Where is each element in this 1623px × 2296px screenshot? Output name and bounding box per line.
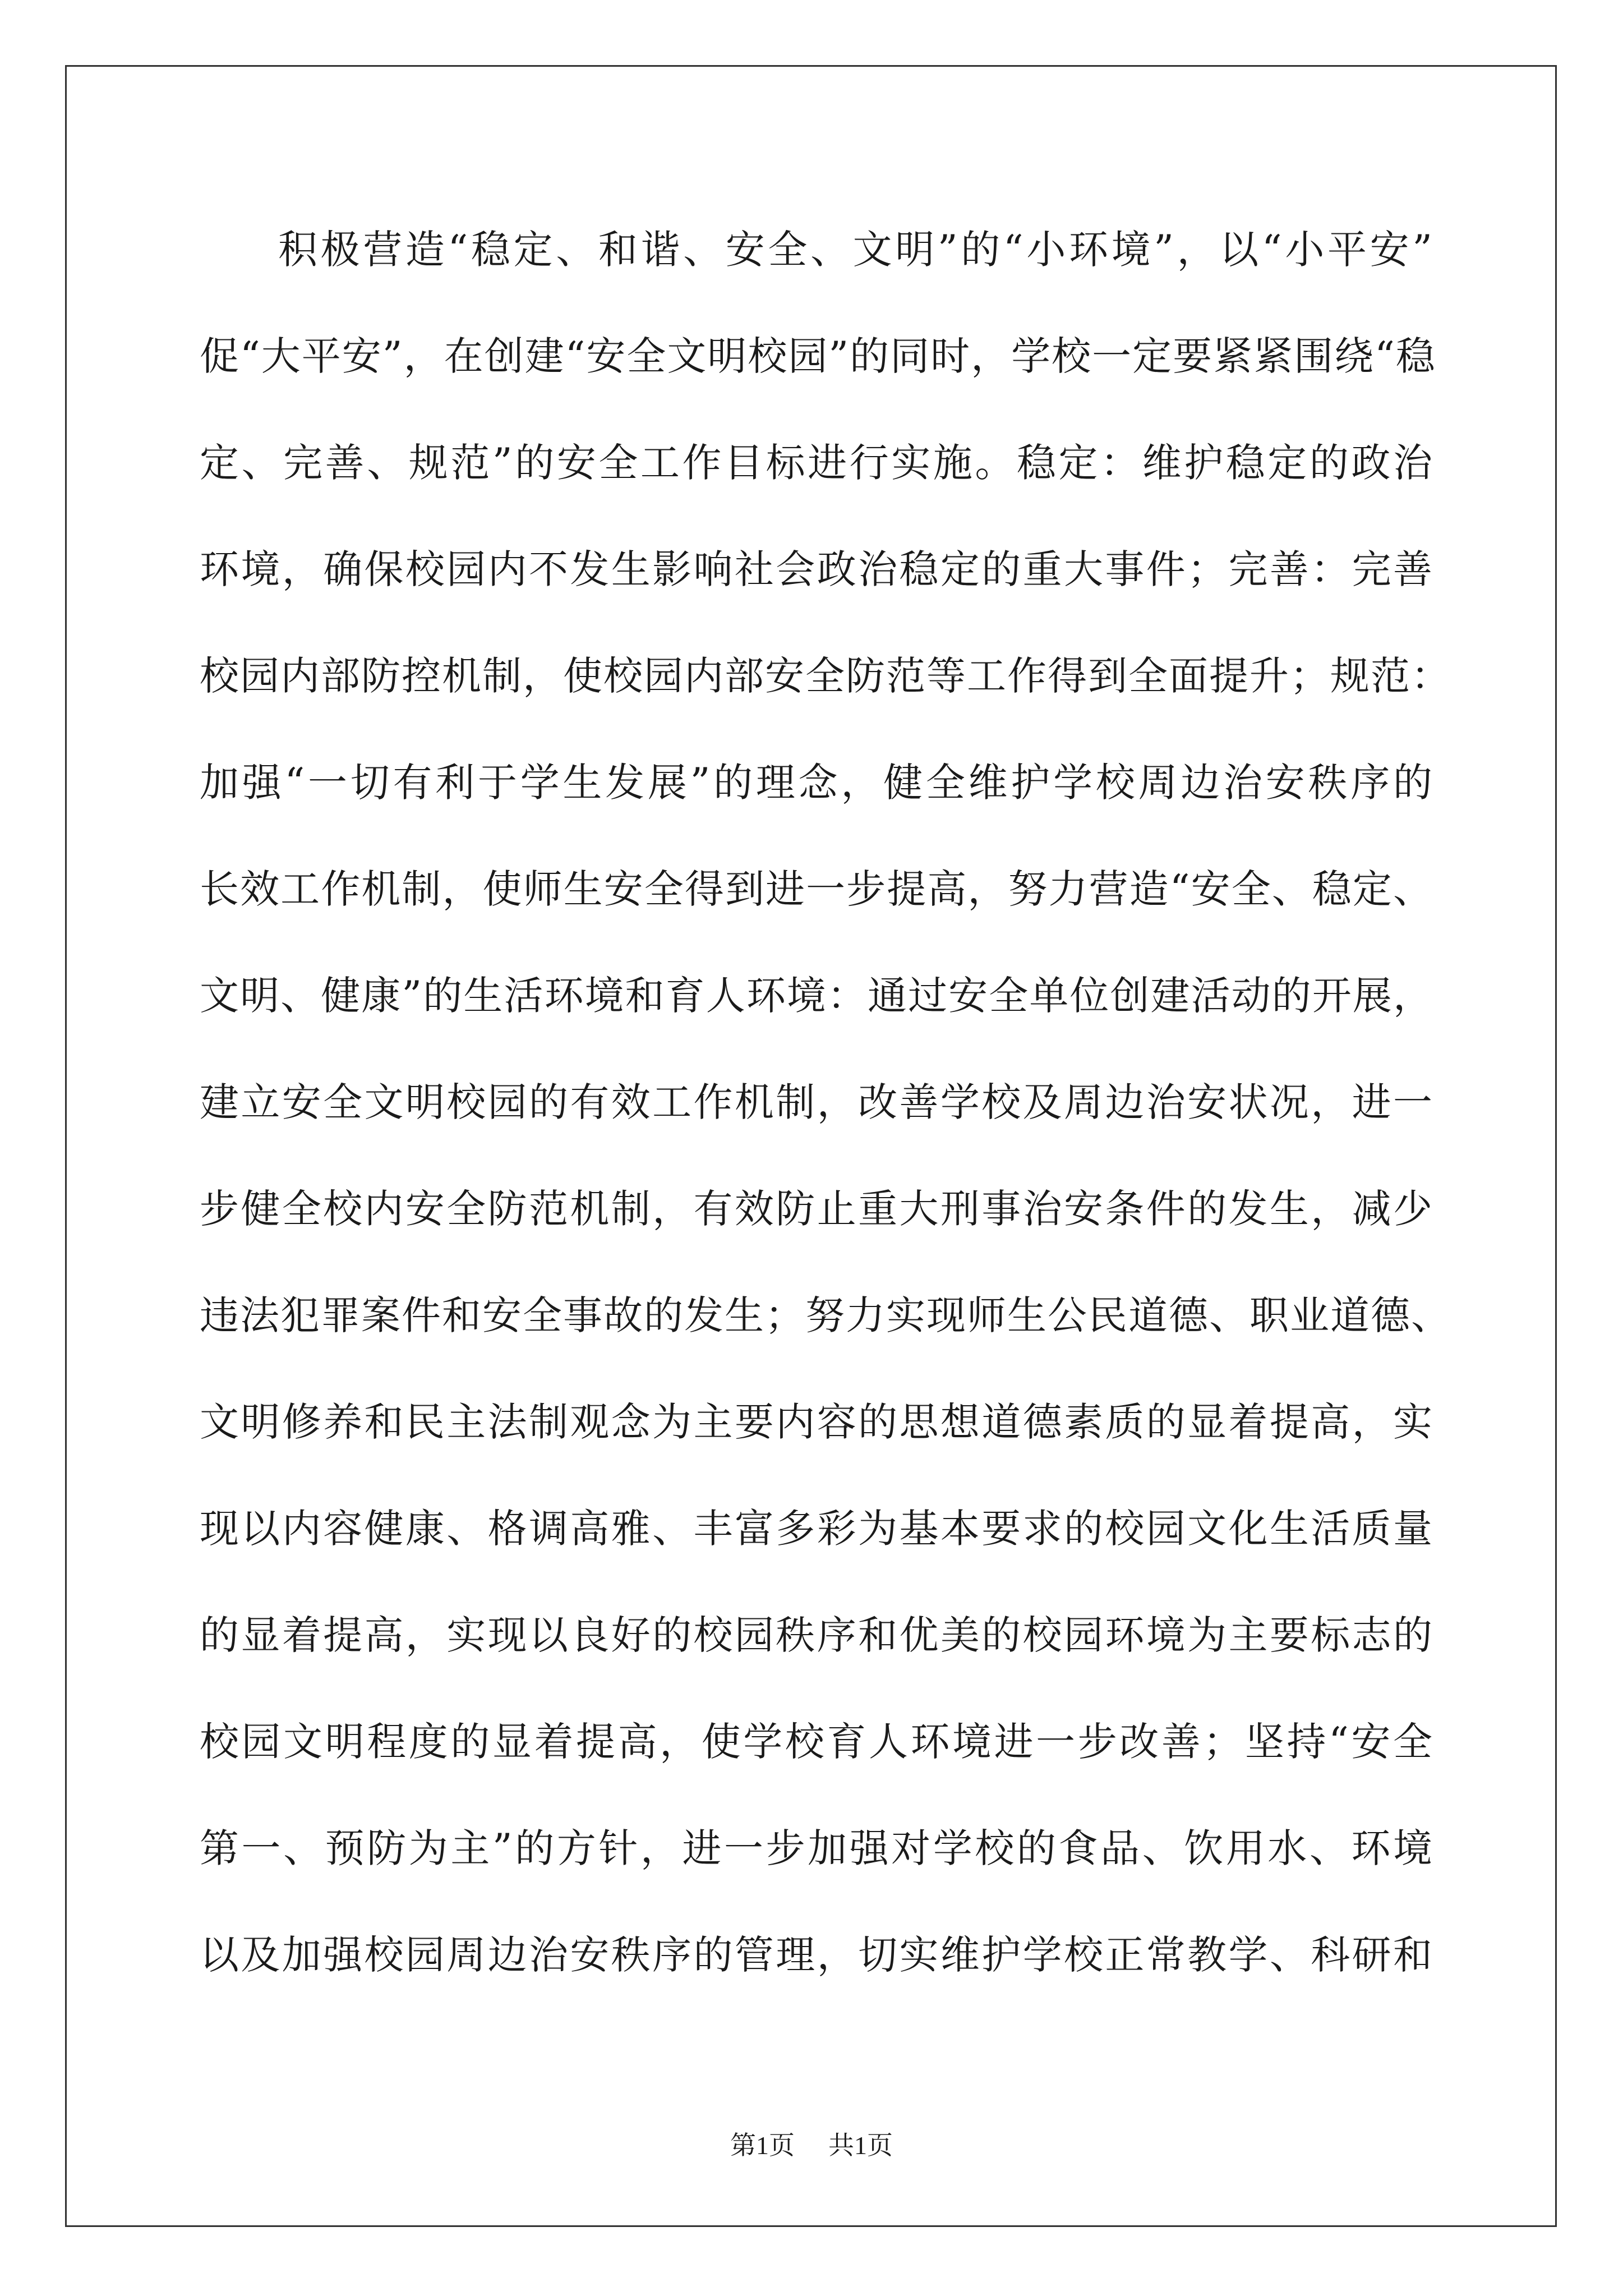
body-line: 积极营造“稳定、和谐、安全、文明”的“小环境”，以“小平安” xyxy=(278,227,1433,273)
body-line: 现以内容健康、格调高雅、丰富多彩为基本要求的校园文化生活质量 xyxy=(200,1506,1433,1552)
body-line: 文明、健康”的生活环境和育人环境：通过安全单位创建活动的开展， xyxy=(200,973,1433,1019)
body-line: 违法犯罪案件和安全事故的发生；努力实现师生公民道德、职业道德、 xyxy=(200,1292,1451,1338)
body-line: 加强“一切有利于学生发展”的理念，健全维护学校周边治安秩序的 xyxy=(200,760,1433,806)
page-footer xyxy=(0,2129,1623,2162)
body-line: 步健全校内安全防范机制，有效防止重大刑事治安条件的发生，减少 xyxy=(200,1186,1433,1232)
body-line: 定、完善、规范”的安全工作目标进行实施。稳定：维护稳定的政治 xyxy=(200,440,1433,486)
page-number-total: 共1页 xyxy=(828,2131,893,2160)
body-line: 的显着提高，实现以良好的校园秩序和优美的校园环境为主要标志的 xyxy=(200,1612,1433,1658)
document-body xyxy=(200,208,1451,2019)
body-line: 长效工作机制，使师生安全得到进一步提高，努力营造“安全、稳定、 xyxy=(200,866,1433,912)
body-line: 建立安全文明校园的有效工作机制，改善学校及周边治安状况，进一 xyxy=(200,1079,1433,1125)
body-line: 环境，确保校园内不发生影响社会政治稳定的重大事件；完善：完善 xyxy=(200,546,1433,592)
body-line: 第一、预防为主”的方针，进一步加强对学校的食品、饮用水、环境 xyxy=(200,1825,1433,1871)
body-line: 以及加强校园周边治安秩序的管理，切实维护学校正常教学、科研和 xyxy=(200,1932,1433,1978)
body-line: 校园文明程度的显着提高，使学校育人环境进一步改善；坚持“安全 xyxy=(200,1719,1433,1765)
page-number-current: 第1页 xyxy=(730,2131,795,2160)
body-line: 促“大平安”，在创建“安全文明校园”的同时，学校一定要紧紧围绕“稳 xyxy=(200,333,1436,379)
body-line: 文明修养和民主法制观念为主要内容的思想道德素质的显着提高，实 xyxy=(200,1399,1433,1445)
body-line: 校园内部防控机制，使校园内部安全防范等工作得到全面提升；规范： xyxy=(200,653,1451,699)
